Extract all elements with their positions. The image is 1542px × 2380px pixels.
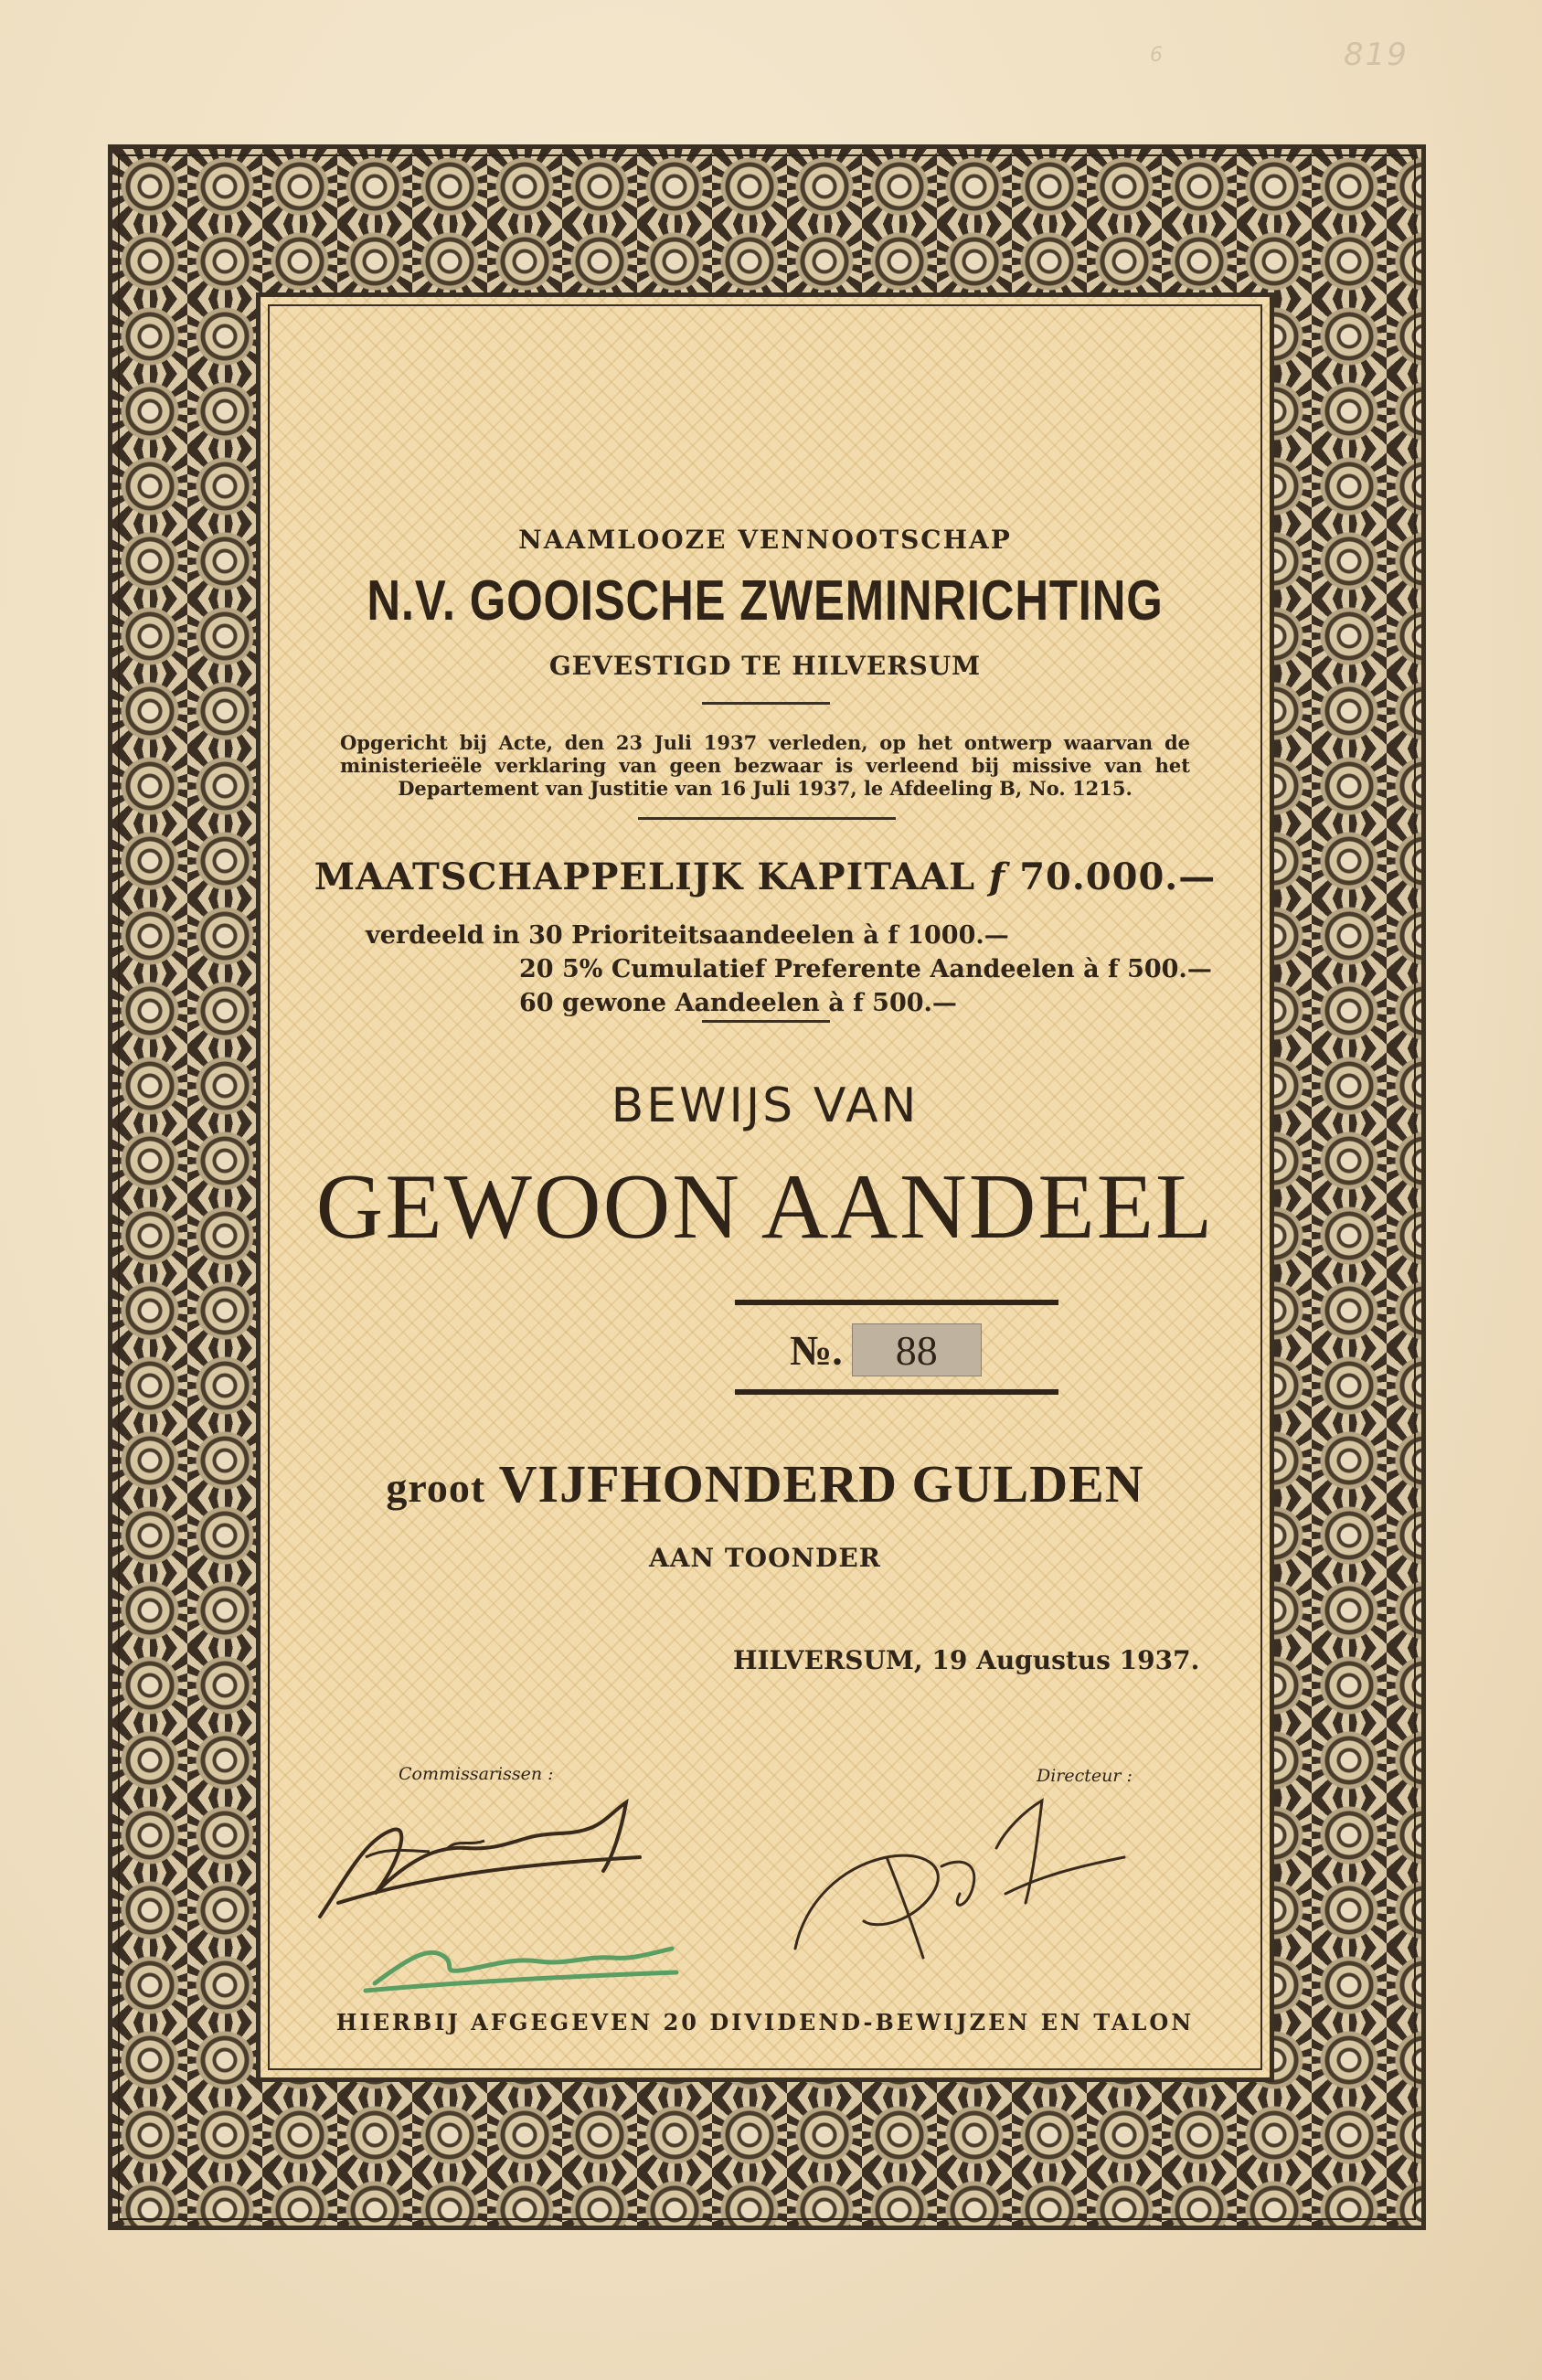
commissioner-signature-1 [311,1793,658,1930]
number-rule-bottom [735,1389,1058,1395]
share-class-line: 60 gewone Aandeelen à f 500.— [519,989,957,1017]
capital-line [256,855,1274,898]
nominal-value [256,1453,1274,1514]
place-date: HILVERSUM, 19 Augustus 1937. [733,1645,1200,1675]
title-line-1: BEWIJS VAN [611,1078,920,1133]
share-class-line: 20 5% Cumulatief Preferente Aandeelen à f 500.— [519,955,1212,983]
director-label: Directeur : [1037,1766,1133,1786]
company-name: N.V. GOOISCHE ZWEMINRICHTING [367,569,1164,632]
commissioners-label: Commissarissen : [399,1764,554,1784]
divider [702,702,830,705]
pencil-mark: 6 [1150,44,1164,67]
company-type: NAAMLOOZE VENNOOTSCHAP [518,525,1012,555]
currency-symbol: f [989,855,1006,898]
divider [638,817,896,820]
share-classes [366,919,1212,1020]
number-sign: №. [790,1326,843,1374]
capital-label: MAATSCHAPPELIJK KAPITAAL [314,855,976,898]
commissioner-signature-2 [356,1919,686,2002]
pencil-mark: 819 [1344,37,1409,73]
share-class-line: verdeeld in 30 Prioriteitsaandeelen à f 1000.— [366,921,1009,950]
bearer-text: AAN TOONDER [649,1543,881,1573]
incorporation-text: Opgericht bij Acte, den 23 Juli 1937 verleden, op het ontwerp waarvan de ministerieële verklaring van geen bezwaar is verleend bij missive van het Departement van Justitie van 16 Juli 1937, le Afdeeling B, No. 1215. [340,731,1190,800]
footer-notice: HIERBIJ AFGEGEVEN 20 DIVIDEND-BEWIJZEN EN TALON [335,2009,1195,2035]
value-prefix: groot [386,1464,486,1511]
certificate-number [790,1320,982,1380]
value-text: VIJFHONDERD GULDEN [498,1454,1144,1514]
director-signature [777,1793,1143,1976]
company-seat: GEVESTIGD TE HILVERSUM [548,651,982,681]
divider [702,1020,830,1023]
title-line-2: GEWOON AANDEEL [315,1155,1215,1259]
capital-amount: 70.000.— [1019,855,1217,898]
number-rule-top [735,1300,1058,1305]
number-value: 88 [852,1323,982,1376]
